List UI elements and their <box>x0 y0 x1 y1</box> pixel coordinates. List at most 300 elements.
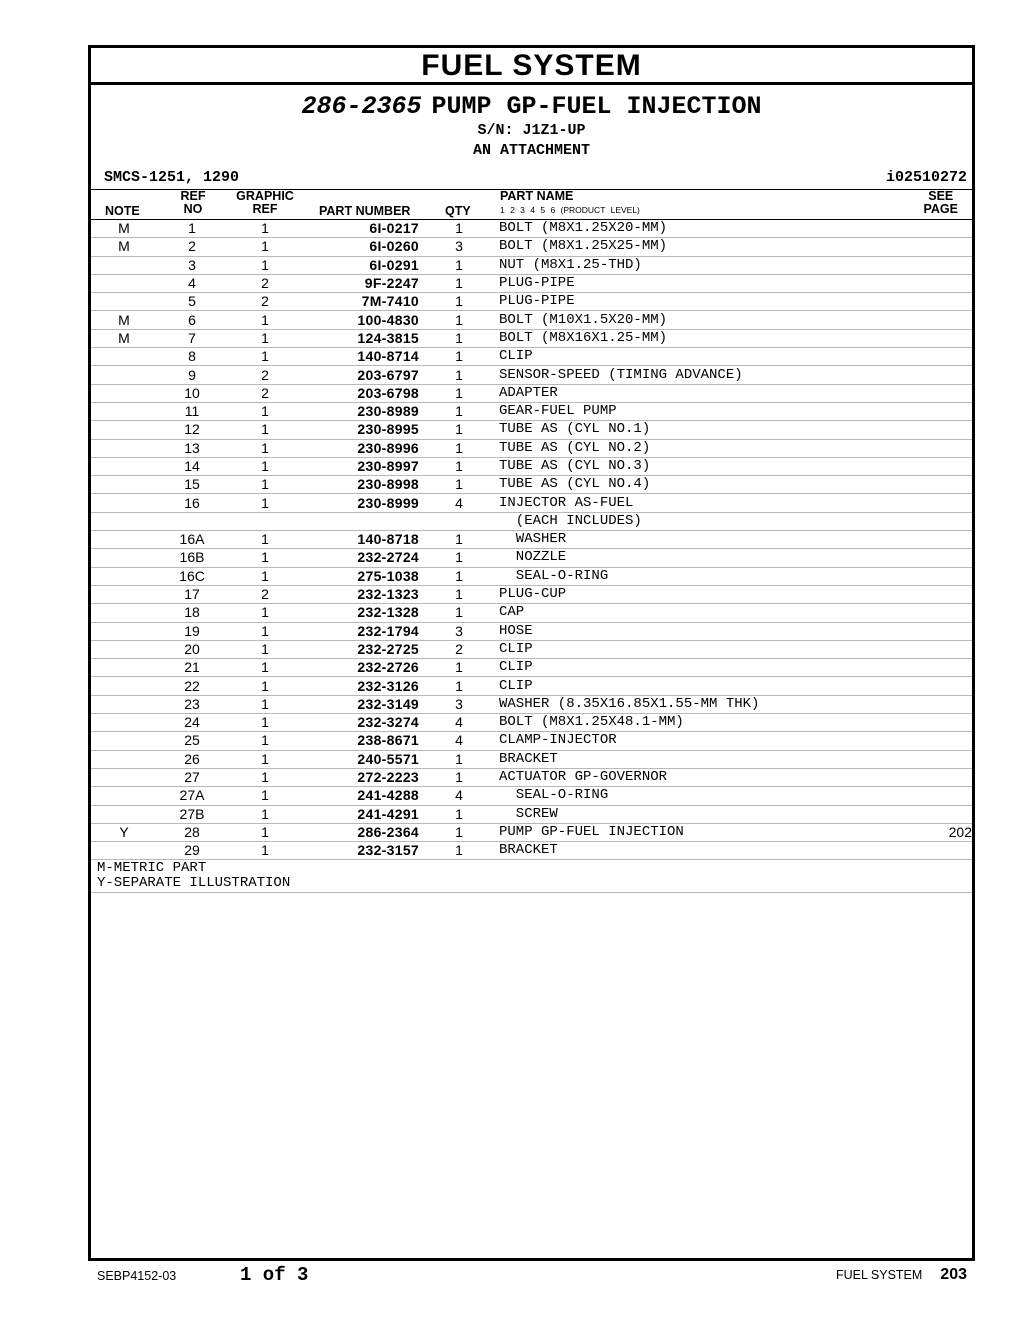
row-qty: 1 <box>419 659 499 677</box>
row-part-name: SEAL-O-RING <box>499 787 919 805</box>
row-see-page: 202 <box>919 823 972 841</box>
col-graphic-ref-text: GRAPHIC REF <box>236 189 294 216</box>
row-note <box>91 512 157 530</box>
row-part-name: CLIP <box>499 348 919 366</box>
row-part-number: 230-8995 <box>303 421 419 439</box>
table-row <box>91 476 972 494</box>
table-row <box>91 384 972 402</box>
row-graphic-ref: 1 <box>227 567 303 585</box>
row-ref-no: 24 <box>157 714 227 732</box>
row-part-number <box>303 512 419 530</box>
row-qty: 4 <box>419 494 499 512</box>
row-graphic-ref: 1 <box>227 768 303 786</box>
row-see-page <box>919 695 972 713</box>
row-part-name: TUBE AS (CYL NO.1) <box>499 421 919 439</box>
row-see-page <box>919 384 972 402</box>
page-of-indicator: 1 of 3 <box>240 1264 309 1286</box>
row-see-page <box>919 714 972 732</box>
row-part-number: 230-8997 <box>303 457 419 475</box>
row-qty: 1 <box>419 604 499 622</box>
row-note <box>91 640 157 658</box>
row-note <box>91 842 157 860</box>
row-qty: 1 <box>419 805 499 823</box>
row-part-name: WASHER (8.35X16.85X1.55-MM THK) <box>499 695 919 713</box>
row-note: M <box>91 311 157 329</box>
table-row <box>91 622 972 640</box>
row-ref-no: 26 <box>157 750 227 768</box>
group-header <box>91 93 972 161</box>
row-part-name: PUMP GP-FUEL INJECTION <box>499 823 919 841</box>
row-ref-no: 12 <box>157 421 227 439</box>
table-row <box>91 695 972 713</box>
row-ref-no: 11 <box>157 402 227 420</box>
row-see-page <box>919 787 972 805</box>
group-name: PUMP GP-FUEL INJECTION <box>431 92 762 121</box>
row-part-name: BOLT (M10X1.5X20-MM) <box>499 311 919 329</box>
row-ref-no: 17 <box>157 585 227 603</box>
row-part-name: BOLT (M8X1.25X20-MM) <box>499 220 919 238</box>
notes-block <box>91 860 972 893</box>
row-qty: 3 <box>419 238 499 256</box>
col-part-name: PART NAME <box>500 189 574 203</box>
row-ref-no: 16 <box>157 494 227 512</box>
row-ref-no: 13 <box>157 439 227 457</box>
row-part-number: 286-2364 <box>303 823 419 841</box>
row-qty: 1 <box>419 256 499 274</box>
row-part-number: 232-3126 <box>303 677 419 695</box>
row-qty: 1 <box>419 439 499 457</box>
row-graphic-ref: 1 <box>227 220 303 238</box>
row-part-number: 140-8714 <box>303 348 419 366</box>
row-qty: 4 <box>419 732 499 750</box>
row-note <box>91 402 157 420</box>
row-part-name: WASHER <box>499 531 919 549</box>
row-ref-no: 10 <box>157 384 227 402</box>
smcs-row <box>91 167 972 189</box>
row-ref-no: 25 <box>157 732 227 750</box>
row-graphic-ref: 1 <box>227 256 303 274</box>
row-ref-no: 20 <box>157 640 227 658</box>
row-qty: 1 <box>419 842 499 860</box>
row-note <box>91 256 157 274</box>
row-note <box>91 695 157 713</box>
row-ref-no: 3 <box>157 256 227 274</box>
row-note <box>91 714 157 732</box>
row-graphic-ref: 2 <box>227 366 303 384</box>
row-see-page <box>919 622 972 640</box>
row-part-name: BOLT (M8X1.25X48.1-MM) <box>499 714 919 732</box>
row-ref-no: 1 <box>157 220 227 238</box>
row-part-number: 6I-0217 <box>303 220 419 238</box>
row-note <box>91 805 157 823</box>
row-qty: 1 <box>419 531 499 549</box>
row-part-number: 232-3274 <box>303 714 419 732</box>
row-part-number: 140-8718 <box>303 531 419 549</box>
row-graphic-ref: 1 <box>227 622 303 640</box>
row-part-name: TUBE AS (CYL NO.4) <box>499 476 919 494</box>
row-ref-no: 16C <box>157 567 227 585</box>
illustration-id: i02510272 <box>885 169 967 186</box>
row-graphic-ref: 2 <box>227 274 303 292</box>
row-note: Y <box>91 823 157 841</box>
row-ref-no: 27 <box>157 768 227 786</box>
row-ref-no: 7 <box>157 329 227 347</box>
table-row <box>91 640 972 658</box>
note-metric: M-METRIC PART <box>97 860 207 877</box>
table-row <box>91 512 972 530</box>
row-qty: 3 <box>419 695 499 713</box>
parts-table <box>91 220 972 860</box>
row-part-number: 6I-0260 <box>303 238 419 256</box>
row-qty: 1 <box>419 220 499 238</box>
table-row <box>91 531 972 549</box>
row-qty: 1 <box>419 768 499 786</box>
row-see-page <box>919 457 972 475</box>
table-row <box>91 366 972 384</box>
row-graphic-ref: 1 <box>227 805 303 823</box>
row-ref-no: 22 <box>157 677 227 695</box>
row-ref-no: 6 <box>157 311 227 329</box>
table-row <box>91 585 972 603</box>
group-part-number: 286-2365 <box>301 92 422 121</box>
row-see-page <box>919 421 972 439</box>
document-id: SEBP4152-03 <box>97 1269 177 1283</box>
row-see-page <box>919 732 972 750</box>
row-graphic-ref: 1 <box>227 494 303 512</box>
row-graphic-ref: 1 <box>227 439 303 457</box>
row-note <box>91 494 157 512</box>
row-note: M <box>91 329 157 347</box>
row-ref-no: 27B <box>157 805 227 823</box>
row-part-number: 232-2726 <box>303 659 419 677</box>
document-frame <box>88 45 975 1261</box>
row-part-number: 124-3815 <box>303 329 419 347</box>
row-see-page <box>919 549 972 567</box>
row-graphic-ref: 1 <box>227 402 303 420</box>
row-qty: 1 <box>419 457 499 475</box>
row-part-number: 230-8989 <box>303 402 419 420</box>
row-see-page <box>919 238 972 256</box>
row-graphic-ref: 1 <box>227 695 303 713</box>
table-row <box>91 457 972 475</box>
row-part-name: SEAL-O-RING <box>499 567 919 585</box>
row-qty: 1 <box>419 384 499 402</box>
row-qty: 1 <box>419 274 499 292</box>
row-part-number: 7M-7410 <box>303 293 419 311</box>
row-see-page <box>919 220 972 238</box>
row-see-page <box>919 402 972 420</box>
row-qty <box>419 512 499 530</box>
row-ref-no: 9 <box>157 366 227 384</box>
row-graphic-ref: 1 <box>227 311 303 329</box>
row-graphic-ref: 1 <box>227 549 303 567</box>
row-graphic-ref: 1 <box>227 238 303 256</box>
row-see-page <box>919 531 972 549</box>
row-see-page <box>919 768 972 786</box>
parts-table-body <box>91 220 972 860</box>
row-ref-no: 18 <box>157 604 227 622</box>
col-part-number: PART NUMBER <box>319 204 411 218</box>
table-row <box>91 439 972 457</box>
row-part-name: BRACKET <box>499 750 919 768</box>
row-see-page <box>919 805 972 823</box>
row-part-number: 203-6797 <box>303 366 419 384</box>
row-part-name: BOLT (M8X16X1.25-MM) <box>499 329 919 347</box>
row-ref-no: 8 <box>157 348 227 366</box>
table-row <box>91 421 972 439</box>
footer-section-name: FUEL SYSTEM <box>835 1268 923 1282</box>
row-ref-no: 2 <box>157 238 227 256</box>
row-note <box>91 604 157 622</box>
row-graphic-ref: 1 <box>227 842 303 860</box>
row-graphic-ref: 1 <box>227 787 303 805</box>
row-part-name: HOSE <box>499 622 919 640</box>
row-graphic-ref: 2 <box>227 585 303 603</box>
row-graphic-ref: 1 <box>227 823 303 841</box>
row-part-name: PLUG-PIPE <box>499 293 919 311</box>
row-part-name: PLUG-PIPE <box>499 274 919 292</box>
row-part-name: ADAPTER <box>499 384 919 402</box>
row-note <box>91 476 157 494</box>
col-ref-no <box>178 190 208 216</box>
row-part-number: 232-1323 <box>303 585 419 603</box>
row-part-number: 238-8671 <box>303 732 419 750</box>
table-row <box>91 348 972 366</box>
row-part-name: ACTUATOR GP-GOVERNOR <box>499 768 919 786</box>
table-row <box>91 220 972 238</box>
table-row <box>91 805 972 823</box>
row-see-page <box>919 293 972 311</box>
row-qty: 1 <box>419 421 499 439</box>
table-row <box>91 549 972 567</box>
row-part-name: CLIP <box>499 677 919 695</box>
row-qty: 2 <box>419 640 499 658</box>
row-note <box>91 348 157 366</box>
table-row <box>91 402 972 420</box>
row-qty: 1 <box>419 402 499 420</box>
row-part-number: 232-2724 <box>303 549 419 567</box>
row-qty: 1 <box>419 823 499 841</box>
row-note <box>91 567 157 585</box>
row-part-name: NUT (M8X1.25-THD) <box>499 256 919 274</box>
row-part-number: 272-2223 <box>303 768 419 786</box>
row-qty: 1 <box>419 311 499 329</box>
row-part-number: 232-3157 <box>303 842 419 860</box>
row-part-name: TUBE AS (CYL NO.3) <box>499 457 919 475</box>
row-graphic-ref: 1 <box>227 457 303 475</box>
row-qty: 1 <box>419 293 499 311</box>
row-part-number: 6I-0291 <box>303 256 419 274</box>
row-qty: 1 <box>419 549 499 567</box>
table-row <box>91 842 972 860</box>
row-part-name: SCREW <box>499 805 919 823</box>
row-see-page <box>919 677 972 695</box>
row-part-number: 232-1794 <box>303 622 419 640</box>
row-part-name: CLIP <box>499 659 919 677</box>
row-part-number: 100-4830 <box>303 311 419 329</box>
row-see-page <box>919 348 972 366</box>
row-see-page <box>919 659 972 677</box>
row-qty: 1 <box>419 476 499 494</box>
row-qty: 1 <box>419 567 499 585</box>
row-note <box>91 677 157 695</box>
row-note <box>91 457 157 475</box>
row-see-page <box>919 439 972 457</box>
table-row <box>91 274 972 292</box>
row-ref-no: 16A <box>157 531 227 549</box>
col-see-page <box>924 190 959 216</box>
col-graphic-ref <box>231 190 299 216</box>
row-part-name: (EACH INCLUDES) <box>499 512 919 530</box>
row-graphic-ref: 2 <box>227 384 303 402</box>
group-type: AN ATTACHMENT <box>472 142 591 159</box>
table-row <box>91 256 972 274</box>
row-see-page <box>919 585 972 603</box>
row-part-name: TUBE AS (CYL NO.2) <box>499 439 919 457</box>
row-part-number: 241-4288 <box>303 787 419 805</box>
row-note: M <box>91 238 157 256</box>
row-part-number: 203-6798 <box>303 384 419 402</box>
row-ref-no: 4 <box>157 274 227 292</box>
row-part-name: GEAR-FUEL PUMP <box>499 402 919 420</box>
row-graphic-ref: 1 <box>227 640 303 658</box>
row-part-number: 9F-2247 <box>303 274 419 292</box>
table-row <box>91 238 972 256</box>
row-part-number: 230-8999 <box>303 494 419 512</box>
row-part-number: 230-8998 <box>303 476 419 494</box>
row-note <box>91 366 157 384</box>
row-graphic-ref: 1 <box>227 714 303 732</box>
table-row <box>91 659 972 677</box>
row-ref-no: 15 <box>157 476 227 494</box>
row-note <box>91 531 157 549</box>
column-headers <box>91 189 972 220</box>
row-part-name: BRACKET <box>499 842 919 860</box>
row-qty: 1 <box>419 366 499 384</box>
col-see-page-text: SEE PAGE <box>923 189 958 216</box>
row-graphic-ref: 1 <box>227 750 303 768</box>
table-row <box>91 750 972 768</box>
row-graphic-ref: 2 <box>227 293 303 311</box>
row-note <box>91 585 157 603</box>
row-graphic-ref: 1 <box>227 732 303 750</box>
row-part-name: SENSOR-SPEED (TIMING ADVANCE) <box>499 366 919 384</box>
row-part-name: CAP <box>499 604 919 622</box>
row-graphic-ref: 1 <box>227 659 303 677</box>
row-ref-no: 29 <box>157 842 227 860</box>
row-note <box>91 274 157 292</box>
row-graphic-ref: 1 <box>227 329 303 347</box>
table-row <box>91 293 972 311</box>
row-part-number: 241-4291 <box>303 805 419 823</box>
note-separate-illustration: Y-SEPARATE ILLUSTRATION <box>97 875 291 892</box>
section-title: FUEL SYSTEM <box>91 48 972 85</box>
row-part-number: 232-1328 <box>303 604 419 622</box>
table-row <box>91 732 972 750</box>
table-row <box>91 494 972 512</box>
row-see-page <box>919 329 972 347</box>
row-qty: 3 <box>419 622 499 640</box>
table-row <box>91 329 972 347</box>
row-part-number: 230-8996 <box>303 439 419 457</box>
row-ref-no: 19 <box>157 622 227 640</box>
row-note: M <box>91 220 157 238</box>
row-see-page <box>919 567 972 585</box>
row-see-page <box>919 476 972 494</box>
row-ref-no: 16B <box>157 549 227 567</box>
row-ref-no <box>157 512 227 530</box>
row-qty: 1 <box>419 677 499 695</box>
row-see-page <box>919 604 972 622</box>
row-note <box>91 549 157 567</box>
row-ref-no: 27A <box>157 787 227 805</box>
row-part-number: 232-2725 <box>303 640 419 658</box>
row-see-page <box>919 366 972 384</box>
row-qty: 4 <box>419 714 499 732</box>
smcs-codes: SMCS-1251, 1290 <box>104 169 240 186</box>
row-note <box>91 659 157 677</box>
row-part-name: NOZZLE <box>499 549 919 567</box>
row-see-page <box>919 256 972 274</box>
row-note <box>91 750 157 768</box>
row-note <box>91 787 157 805</box>
col-product-level: 1 2 3 4 5 6 (PRODUCT LEVEL) <box>500 205 640 215</box>
row-see-page <box>919 640 972 658</box>
footer-section <box>836 1266 967 1284</box>
row-ref-no: 14 <box>157 457 227 475</box>
row-part-name: BOLT (M8X1.25X25-MM) <box>499 238 919 256</box>
row-note <box>91 421 157 439</box>
row-qty: 4 <box>419 787 499 805</box>
row-graphic-ref: 1 <box>227 348 303 366</box>
table-row <box>91 677 972 695</box>
row-see-page <box>919 512 972 530</box>
row-qty: 1 <box>419 348 499 366</box>
table-row <box>91 604 972 622</box>
group-title <box>91 93 972 121</box>
row-ref-no: 5 <box>157 293 227 311</box>
table-row <box>91 823 972 841</box>
row-graphic-ref: 1 <box>227 677 303 695</box>
row-ref-no: 23 <box>157 695 227 713</box>
row-see-page <box>919 842 972 860</box>
row-note <box>91 384 157 402</box>
row-see-page <box>919 494 972 512</box>
row-part-name: CLIP <box>499 640 919 658</box>
row-note <box>91 293 157 311</box>
row-part-number: 275-1038 <box>303 567 419 585</box>
row-see-page <box>919 311 972 329</box>
row-qty: 1 <box>419 585 499 603</box>
row-note <box>91 732 157 750</box>
row-see-page <box>919 750 972 768</box>
row-part-name: INJECTOR AS-FUEL <box>499 494 919 512</box>
row-see-page <box>919 274 972 292</box>
col-note: NOTE <box>105 204 140 218</box>
table-row <box>91 714 972 732</box>
col-qty: QTY <box>445 204 471 218</box>
table-row <box>91 787 972 805</box>
row-part-number: 232-3149 <box>303 695 419 713</box>
row-ref-no: 21 <box>157 659 227 677</box>
row-part-number: 240-5571 <box>303 750 419 768</box>
row-note <box>91 768 157 786</box>
row-qty: 1 <box>419 750 499 768</box>
col-ref-no-text: REF NO <box>180 189 206 216</box>
row-part-name: CLAMP-INJECTOR <box>499 732 919 750</box>
row-note <box>91 439 157 457</box>
row-part-name: PLUG-CUP <box>499 585 919 603</box>
